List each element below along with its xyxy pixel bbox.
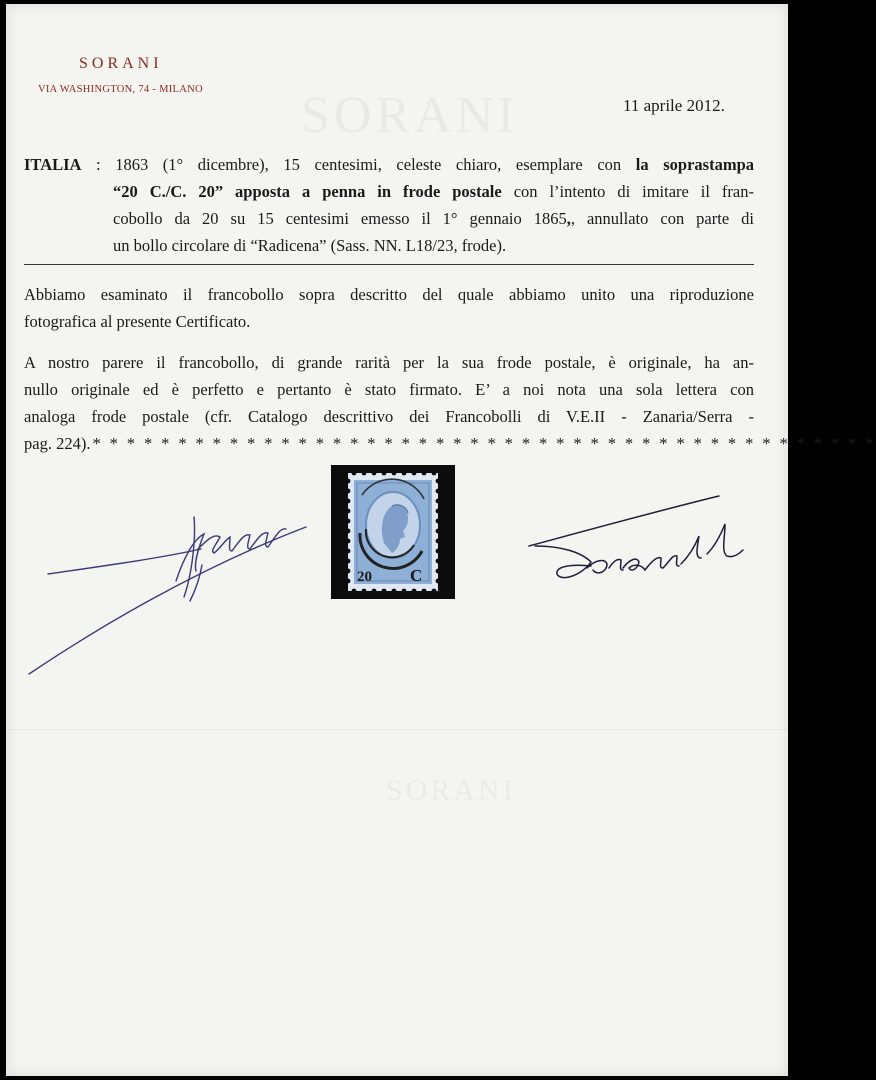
paragraph-examination	[24, 281, 754, 335]
paragraph2-line: analoga frode postale (cfr. Catalogo descrittivo dei Francobolli di V.E.II - Zanaria/Serra -	[24, 407, 754, 426]
certificate-date: 11 aprile 2012.	[623, 96, 725, 115]
star-filler: * * * * * * * * * * * * * * * * * * * * * * * * * * * * * * * * * * * * * * * * * * * * * *	[92, 434, 876, 453]
paragraph2-line: A nostro parere il francobollo, di grande rarità per la sua frode postale, è originale, ha an-	[24, 353, 754, 372]
paragraph2-line: pag. 224). * * * * * * * * * * * * * * * * * * * * * * * * * * * * * * * * * * * * * * * * * * * * * *	[24, 434, 876, 453]
certificate-page	[6, 4, 876, 1076]
paragraph-opinion	[24, 349, 876, 457]
description-line-2: “20 C./C. 20” apposta a penna in frode postale con l’intento di imitare il fran-	[113, 182, 754, 201]
description-line-4: un bollo circolare di “Radicena” (Sass. NN. L18/23, frode).	[113, 236, 507, 255]
signature-right	[521, 484, 761, 594]
stamp-overprint-left: 20	[357, 569, 372, 585]
description-line-3: cobollo da 20 su 15 centesimi emesso il 1° gennaio 1865,, annullato con parte di	[113, 209, 754, 228]
description-line-1: : 1863 (1° dicembre), 15 centesimi, celeste chiaro, esemplare con la soprastampa	[96, 155, 754, 174]
paper-fold	[6, 729, 788, 730]
letterhead-address: VIA WASHINGTON, 74 - MILANO	[38, 84, 203, 95]
divider	[24, 264, 754, 265]
stamp-photo-frame	[331, 465, 455, 599]
signature-left	[26, 479, 326, 679]
stamp-overprint-right: C	[410, 566, 423, 585]
paragraph2-line: nullo originale ed è perfetto e pertanto è stato firmato. E’ a noi nota una sola lettera con	[24, 380, 754, 399]
paragraph1-line: fotografica al presente Certificato.	[24, 312, 251, 331]
watermark-logo-lower	[386, 774, 516, 808]
country-label: ITALIA	[24, 155, 82, 174]
paragraph1-line: Abbiamo esaminato il francobollo sopra descritto del quale abbiamo unito una riproduzione	[24, 285, 754, 304]
letterhead-brand: SORANI	[79, 55, 163, 72]
watermark-logo	[301, 86, 519, 145]
stamp-image	[348, 473, 438, 591]
